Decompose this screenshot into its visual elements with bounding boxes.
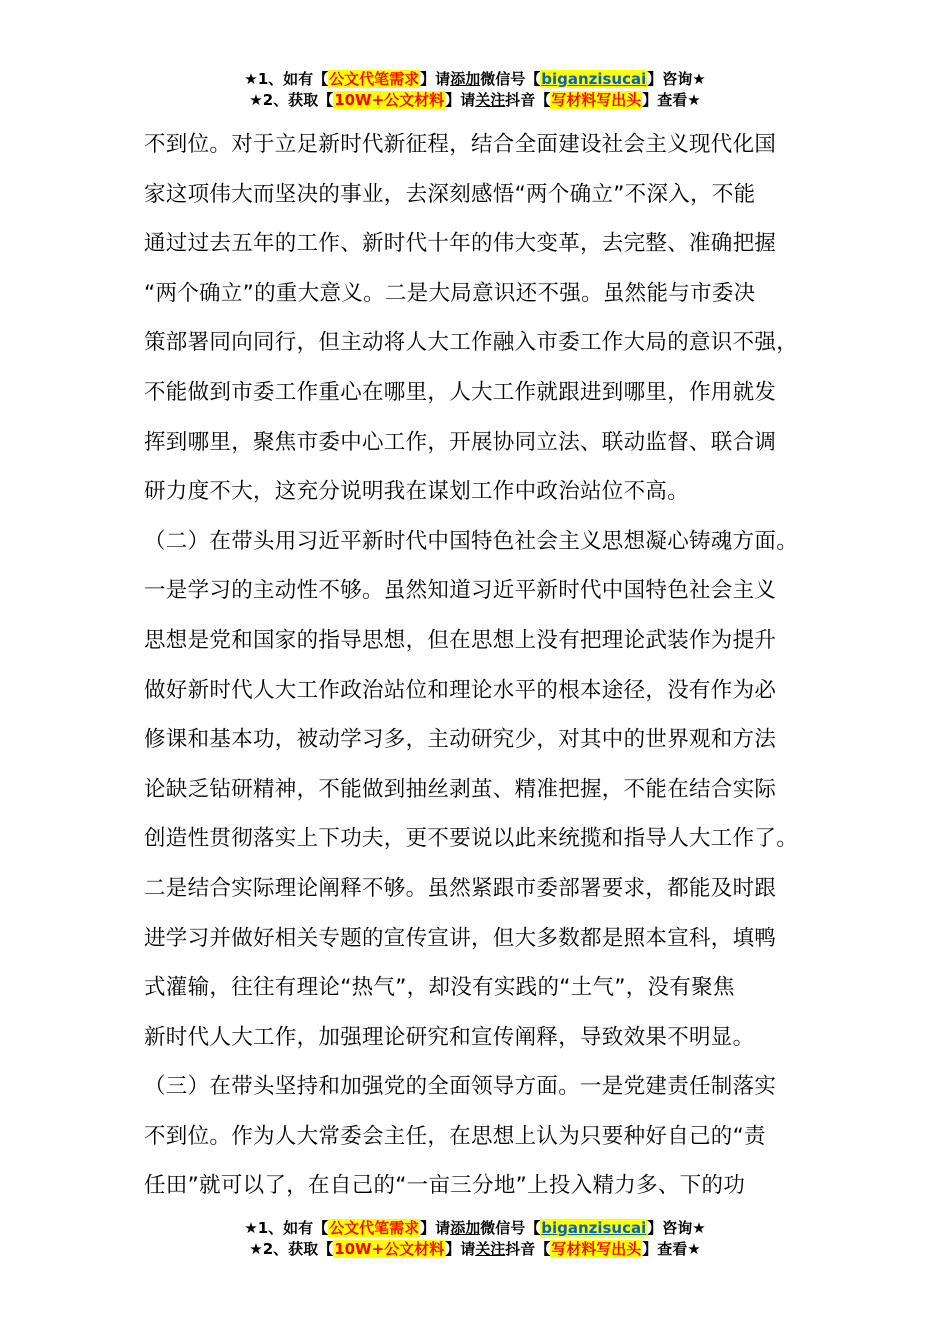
banner-text: 抖音【 — [505, 1240, 551, 1258]
banner-text: 】请 — [445, 91, 476, 109]
footer-banner — [0, 1218, 950, 1260]
banner-text: 】请 — [420, 1219, 451, 1237]
section-heading-2: （二）在带头用习近平新时代中国特色社会主义思想凝心铸魂方面。 — [144, 528, 799, 554]
body-line: 通过过去五年的工作、新时代十年的伟大变革，去完整、准确把握 — [144, 231, 777, 257]
body-line: 研力度不大，这充分说明我在谋划工作中政治站位不高。 — [144, 479, 690, 505]
banner-text: 添加 — [450, 1219, 481, 1237]
body-line: 思想是党和国家的指导思想，但在思想上没有把理论武装作为提升 — [144, 627, 777, 653]
body-line: 不能做到市委工作重心在哪里，人大工作就跟进到哪里，作用就发 — [144, 379, 777, 405]
body-line: 新时代人大工作，加强理论研究和宣传阐释，导致效果不明显。 — [144, 1024, 755, 1050]
banner-line-1 — [0, 69, 950, 90]
highlight-text: 写材料写出头 — [551, 91, 642, 109]
banner-text: ★2、获取【 — [249, 91, 334, 109]
highlight-text: 公文代笔需求 — [329, 70, 420, 88]
banner-text: 】咨询★ — [647, 1219, 706, 1237]
body-line: 不到位。对于立足新时代新征程，结合全面建设社会主义现代化国 — [144, 132, 777, 157]
banner-text: 】请 — [445, 1240, 476, 1258]
body-line: 做好新时代人大工作政治站位和理论水平的根本途径，没有作为必 — [144, 677, 777, 703]
highlight-text: 写材料写出头 — [551, 1240, 642, 1258]
body-line: 论缺乏钻研精神，不能做到抽丝剥茧、精准把握，不能在结合实际 — [144, 776, 777, 802]
highlight-text: 10W+公文材料 — [334, 91, 445, 109]
banner-text: 微信号【 — [480, 1219, 541, 1237]
body-line: 家这项伟大而坚决的事业，去深刻感悟“两个确立”不深入，不能 — [144, 181, 756, 207]
header-banner — [0, 69, 950, 111]
banner-text: 】咨询★ — [647, 70, 706, 88]
body-line: “两个确立”的重大意义。二是大局意识还不强。虽然能与市委决 — [144, 280, 756, 306]
body-line: 修课和基本功，被动学习多，主动研究少，对其中的世界观和方法 — [144, 727, 777, 753]
banner-line-2 — [0, 90, 950, 111]
banner-text: ★1、如有【 — [244, 70, 329, 88]
banner-text: ★1、如有【 — [244, 1219, 329, 1237]
banner-line-1 — [0, 1218, 950, 1239]
banner-text: 添加 — [450, 70, 481, 88]
body-line: 不到位。作为人大常委会主任，在思想上认为只要种好自己的“责 — [144, 1123, 766, 1149]
document-body — [144, 120, 844, 1211]
banner-text: 抖音【 — [505, 91, 551, 109]
banner-line-2 — [0, 1239, 950, 1260]
banner-text: 关注 — [475, 91, 506, 109]
banner-text: ★2、获取【 — [249, 1240, 334, 1258]
body-line: 二是结合实际理论阐释不够。虽然紧跟市委部署要求，都能及时跟 — [144, 875, 777, 901]
highlight-text: 公文代笔需求 — [329, 1219, 420, 1237]
body-line: 挥到哪里，聚焦市委中心工作，开展协同立法、联动监督、联合调 — [144, 429, 777, 455]
banner-text: 】查看★ — [642, 91, 701, 109]
body-line: 策部署同向同行，但主动将人大工作融入市委工作大局的意识不强， — [144, 330, 799, 356]
wechat-id-link[interactable]: biganzisucai — [541, 70, 647, 88]
section-heading-3: （三）在带头坚持和加强党的全面领导方面。一是党建责任制落实 — [144, 1074, 777, 1100]
banner-text: 】请 — [420, 70, 451, 88]
banner-text: 微信号【 — [480, 70, 541, 88]
wechat-id-link[interactable]: biganzisucai — [541, 1219, 647, 1237]
highlight-text: 10W+公文材料 — [334, 1240, 445, 1258]
banner-text: 】查看★ — [642, 1240, 701, 1258]
body-line: 创造性贯彻落实上下功夫，更不要说以此来统揽和指导人大工作了。 — [144, 826, 799, 852]
body-line: 式灌输，往往有理论“热气”，却没有实践的“土气”，没有聚焦 — [144, 975, 735, 1001]
body-line: 一是学习的主动性不够。虽然知道习近平新时代中国特色社会主义 — [144, 578, 777, 604]
body-line: 进学习并做好相关专题的宣传宣讲，但大多数都是照本宣科，填鸭 — [144, 925, 777, 951]
body-line: 任田”就可以了，在自己的“一亩三分地”上投入精力多、下的功 — [144, 1173, 746, 1199]
banner-text: 关注 — [475, 1240, 506, 1258]
